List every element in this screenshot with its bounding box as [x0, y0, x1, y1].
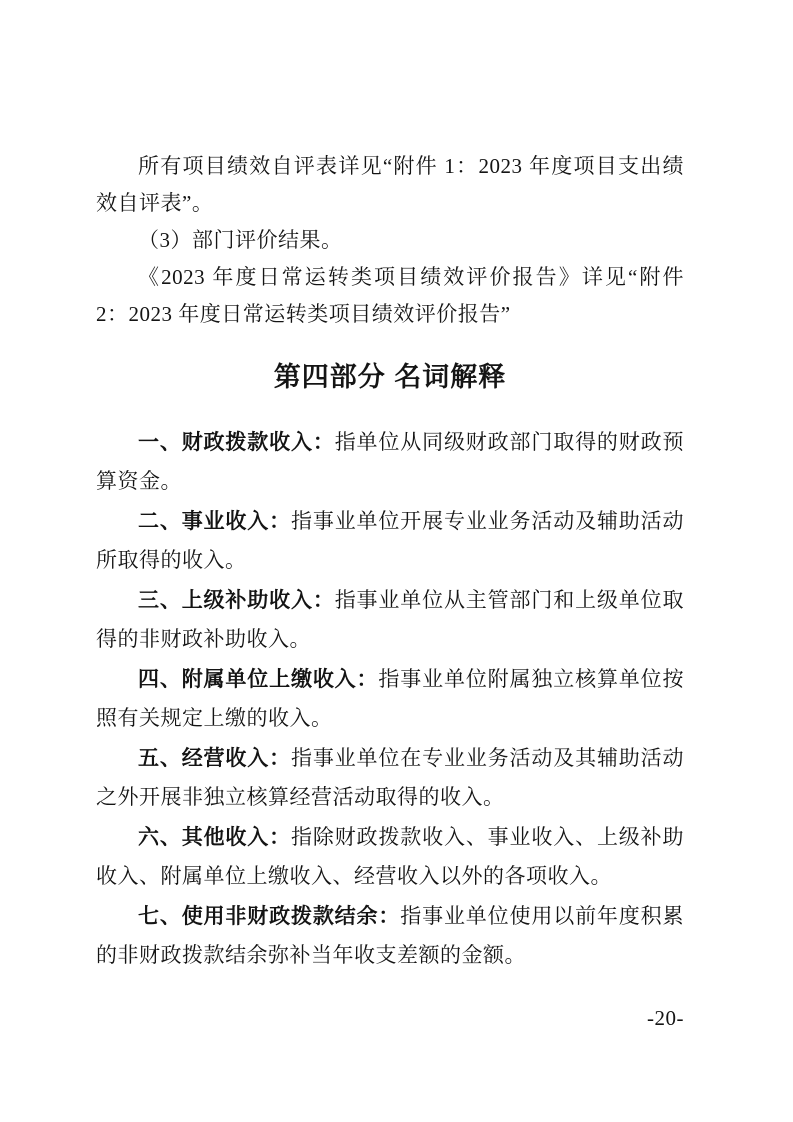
term-paragraph: [96, 818, 684, 895]
section-title: 第四部分 名词解释: [273, 362, 507, 392]
glossary-section: [96, 423, 684, 974]
term-lead: 六、其他收入：: [138, 826, 291, 849]
term-paragraph: [96, 739, 684, 816]
term-paragraph: [96, 502, 684, 579]
term-body: 指事业单位附属独立核算单位按照有关规定上缴的收入。: [96, 667, 685, 730]
term-lead: 一、财政拨款收入：: [138, 431, 335, 454]
term-lead: 五、经营收入：: [138, 747, 291, 770]
intro-section: [96, 148, 684, 333]
term-lead: 七、使用非财政拨款结余：: [138, 905, 401, 928]
term-body: 指单位从同级财政部门取得的财政预算资金。: [96, 430, 684, 493]
term-lead: 二、事业收入：: [138, 510, 291, 533]
term-body: 指事业单位从主管部门和上级单位取得的非财政补助收入。: [96, 588, 684, 651]
intro-paragraph: （3）部门评价结果。: [138, 228, 343, 252]
term-body: 指事业单位使用以前年度积累的非财政拨款结余弥补当年收支差额的金额。: [96, 904, 684, 967]
term-paragraph: [96, 897, 684, 974]
term-paragraph: [96, 660, 684, 737]
page-content: [96, 148, 684, 1030]
intro-paragraph: 所有项目绩效自评表详见“附件 1：2023 年度项目支出绩效自评表”。: [96, 154, 684, 215]
term-body: 指事业单位开展专业业务活动及辅助活动所取得的收入。: [96, 509, 685, 572]
term-lead: 四、附属单位上缴收入：: [138, 668, 379, 691]
intro-paragraph: 《2023 年度日常运转类项目绩效评价报告》详见“附件 2：2023 年度日常运转类项目绩效评价报告”: [96, 265, 684, 326]
term-body: 指除财政拨款收入、事业收入、上级补助收入、附属单位上缴收入、经营收入以外的各项收入。: [96, 825, 685, 888]
term-body: 指事业单位在专业业务活动及其辅助活动之外开展非独立核算经营活动取得的收入。: [96, 746, 685, 809]
page-number: -20-: [647, 1006, 684, 1030]
term-paragraph: [96, 423, 684, 500]
term-paragraph: [96, 581, 684, 658]
term-lead: 三、上级补助收入：: [138, 589, 335, 612]
